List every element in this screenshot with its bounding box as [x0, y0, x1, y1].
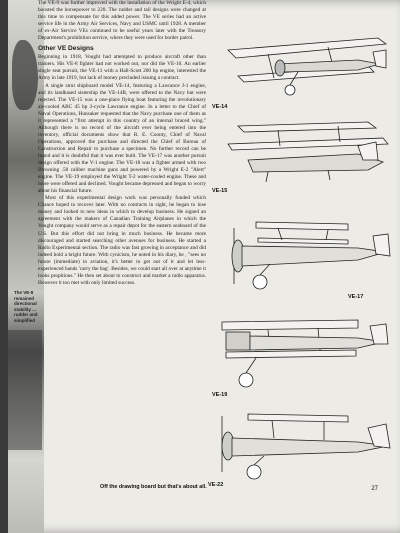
ve-19-pursuit-drawing: [208, 308, 400, 392]
page-number: 27: [371, 486, 378, 492]
photo-caption: The VE-9 remained directional stability ... rudder and simplified: [14, 290, 38, 323]
drawing-label-ve-14: VE-14: [212, 104, 228, 110]
ve-15-flying-boat-drawing: [208, 116, 400, 192]
book-page: [8, 0, 400, 533]
drawings-caption: Off the drawing board but that's about all.: [100, 484, 207, 490]
paragraph-2: A single strut shipboard model VE-14, featuring a Lawrance J-1 engine, and its landbased sistership the VE-14B, were offered to the Navy but were rejected. The VE-15 was a one-place flying boat featuring the revolutionary air-cooled ABC 45 hp 3-cycle Lawrance engine. In a letter to the Chief of Naval Operations, Hunsaker requested that the Navy purchase one of them as it represented a "first attempt in this country of an internal braced wing." Although there is no record of the aircraft ever being entered into the inventory, official documents show that R. E. Coonty, Chief of Naval Operations, approved the purchase and directed the Chief of Bureau of Construction and Repair to purchase a specimen. No further record can be found and it is doubtful that it was ever built. The VE-17 was another pursuit design offered with the V-1 engine. The VE-18 was a fighter armed with two Browning .50 caliber machine guns and powered by a Wright E-2 "Alert" engine. The VE-19 employed the Wright T-2 water-cooled engine. These and more were offered and declined. Vought became depressed and began to worry about his financial future.: [38, 82, 206, 195]
ve-22-pursuit-drawing: [208, 402, 400, 484]
paragraph-intro: The VE-9 was further improved with the installation of the Wright E-4, which boosted the horsepower to 220. The rudder and tail designs were changed at this time to compensate for this added power. The VE series had an active service life in the Army Air Services, Navy and USMC until 1928. A member of ex-Air Service VEs continued to be useful years later with the Treasury Department's prohibition service, where they were used for border patrol.: [38, 0, 206, 42]
drawing-label-ve-17: VE-17: [348, 294, 364, 300]
aircraft-drawings: [208, 20, 400, 500]
drawing-ve-17: [208, 208, 400, 300]
section-heading: Other VE Designs: [38, 45, 94, 53]
photo-shadow-lower: [8, 330, 42, 450]
ve-17-pursuit-drawing: [208, 208, 400, 296]
paragraph-1: Beginning in 1918, Vought had attempted to produce aircraft other than trainers. His VE-8 fighter had not worked out, nor did the VE-10. An earlier single seat pursuit, the VE-11 with a Hall-Scott 200 hp engine, interested the Army in late 1919, but lack of money precluded issuing a contract.: [38, 54, 206, 82]
drawing-ve-15: [208, 116, 400, 192]
paragraph-3: Most of this experimental design work was personally funded which Chance hoped to recover later. With no contracts in sight, he began to lose money and looked to new ideas in which to develop business. He signed an agreement with the makers of Canadian Training Airplanes in which the Vought company would serve as a repair depot for the eastern seaboard of the U.S. But this effort did not bring in much business. He became more discouraged and started searching other avenues for business. He started a Radio Experimental section. The radio was fast growing in acceptance and did indeed hold a bright future. With cynicism, he noted in his diary, he , "sees no future (immediate) in aviation, it's better to get out of it and let less-experienced hands 'carry the bag'. Besides, we could start all over at anytime it looks propitious." He then set about to construct and market a radio apparatus. However it too met with only limited success.: [38, 195, 206, 286]
article-text: [38, 0, 206, 287]
ve-14-biplane-drawing: [208, 20, 400, 102]
drawing-label-ve-22: VE-22: [208, 482, 224, 488]
drawing-ve-19: [208, 308, 400, 398]
drawing-ve-22: [208, 402, 400, 488]
photo-shadow-upper: [12, 40, 38, 110]
drawing-label-ve-15: VE-15: [212, 188, 228, 194]
drawing-label-ve-19: VE-19: [212, 392, 228, 398]
drawing-ve-14: [208, 20, 400, 110]
